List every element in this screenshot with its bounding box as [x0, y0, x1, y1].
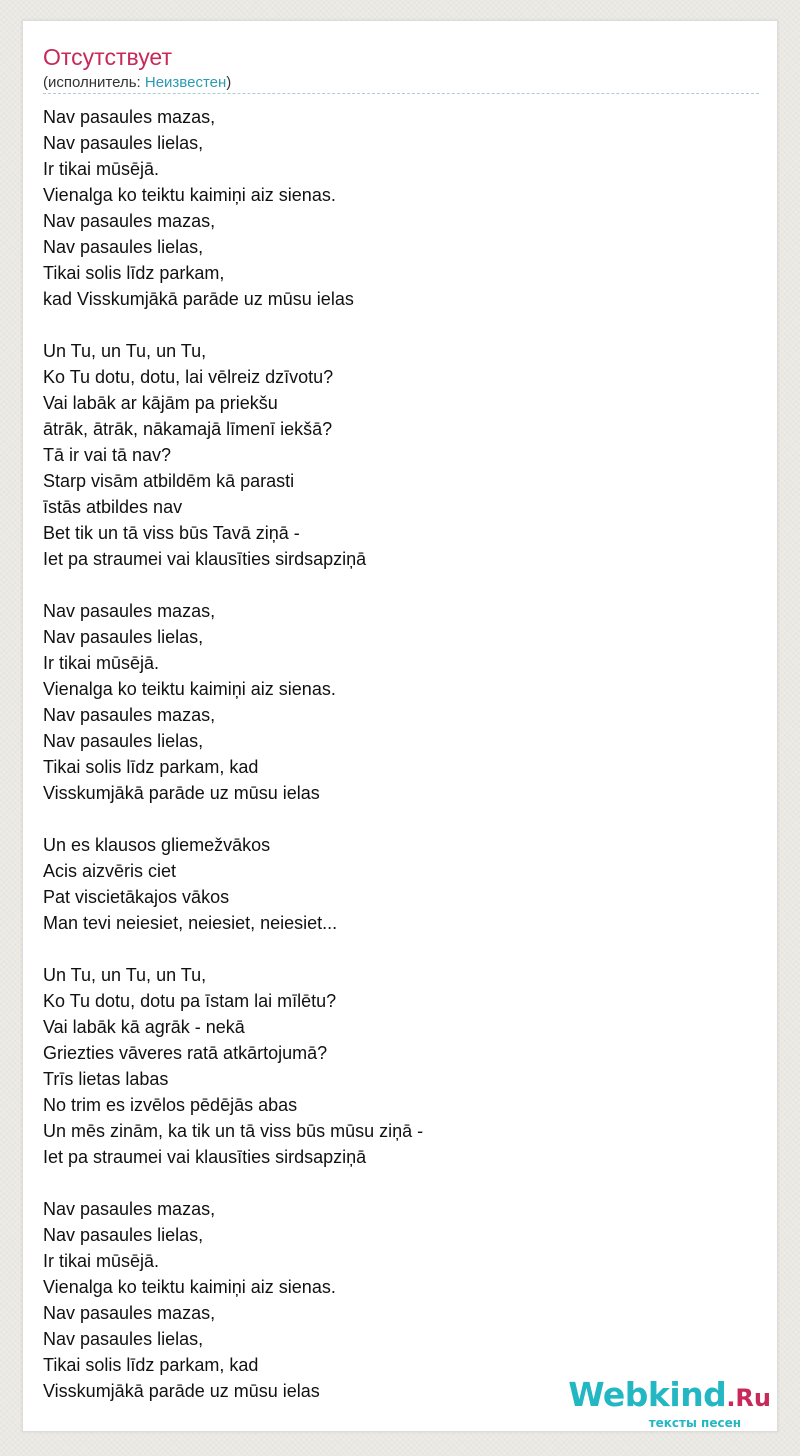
- song-title: Отсутствует: [43, 44, 172, 70]
- artist-suffix: ): [226, 74, 232, 91]
- logo-tld: .Ru: [726, 1384, 771, 1412]
- artist-prefix: (исполнитель:: [43, 74, 145, 91]
- logo-wordmark: [568, 1375, 771, 1419]
- lyrics-text: Nav pasaules mazas, Nav pasaules lielas, Ir tikai mūsējā. Vienalga ko teiktu kaimiņi aiz sienas. Nav pasaules mazas, Nav pasaules lielas, Tikai solis līdz parkam, kad Visskumjākā parāde uz mūsu ielas Un Tu, un Tu, un Tu, Ko Tu dotu, dotu, lai vēlreiz dzīvotu? Vai labāk ar kājām pa priekšu ātrāk, ātrāk, nākamajā līmenī iekšā? Tā ir vai tā nav? Starp visām atbildēm kā parasti īstās atbildes nav Bet tik un tā viss būs Tavā ziņā - Iet pa straumei vai klausīties sirdsapziņā Nav pasaules mazas, Nav pasaules lielas, Ir tikai mūsējā. Vienalga ko teiktu kaimiņi aiz sienas. Nav pasaules mazas, Nav pasaules lielas, Tikai solis līdz parkam, kad Visskumjākā parāde uz mūsu ielas Un es klausos gliemežvākos Acis aizvēris ciet Pat viscietākajos vākos Man tevi neiesiet, neiesiet, neiesiet... Un Tu, un Tu, un Tu, Ko Tu dotu, dotu pa īstam lai mīlētu? Vai labāk kā agrāk - nekā Griezties vāveres ratā atkārtojumā? Trīs lietas labas No trim es izvēlos pēdējās abas Un mēs zinām, ka tik un tā viss būs mūsu ziņā - Iet pa straumei vai klausīties sirdsapziņā Nav pasaules mazas, Nav pasaules lielas, Ir tikai mūsējā. Vienalga ko teiktu kaimiņi aiz sienas. Nav pasaules mazas, Nav pasaules lielas, Tikai solis līdz parkam, kad Visskumjākā parāde uz mūsu ielas: [43, 107, 424, 1401]
- artist-line: [43, 73, 231, 93]
- logo-word: Webkind: [568, 1375, 727, 1414]
- artist-link[interactable]: Неизвестен: [144, 74, 227, 91]
- header-divider: [43, 93, 759, 94]
- site-logo[interactable]: [568, 1375, 771, 1430]
- lyrics-card: [22, 20, 778, 1432]
- logo-tagline: тексты песен: [648, 1416, 741, 1430]
